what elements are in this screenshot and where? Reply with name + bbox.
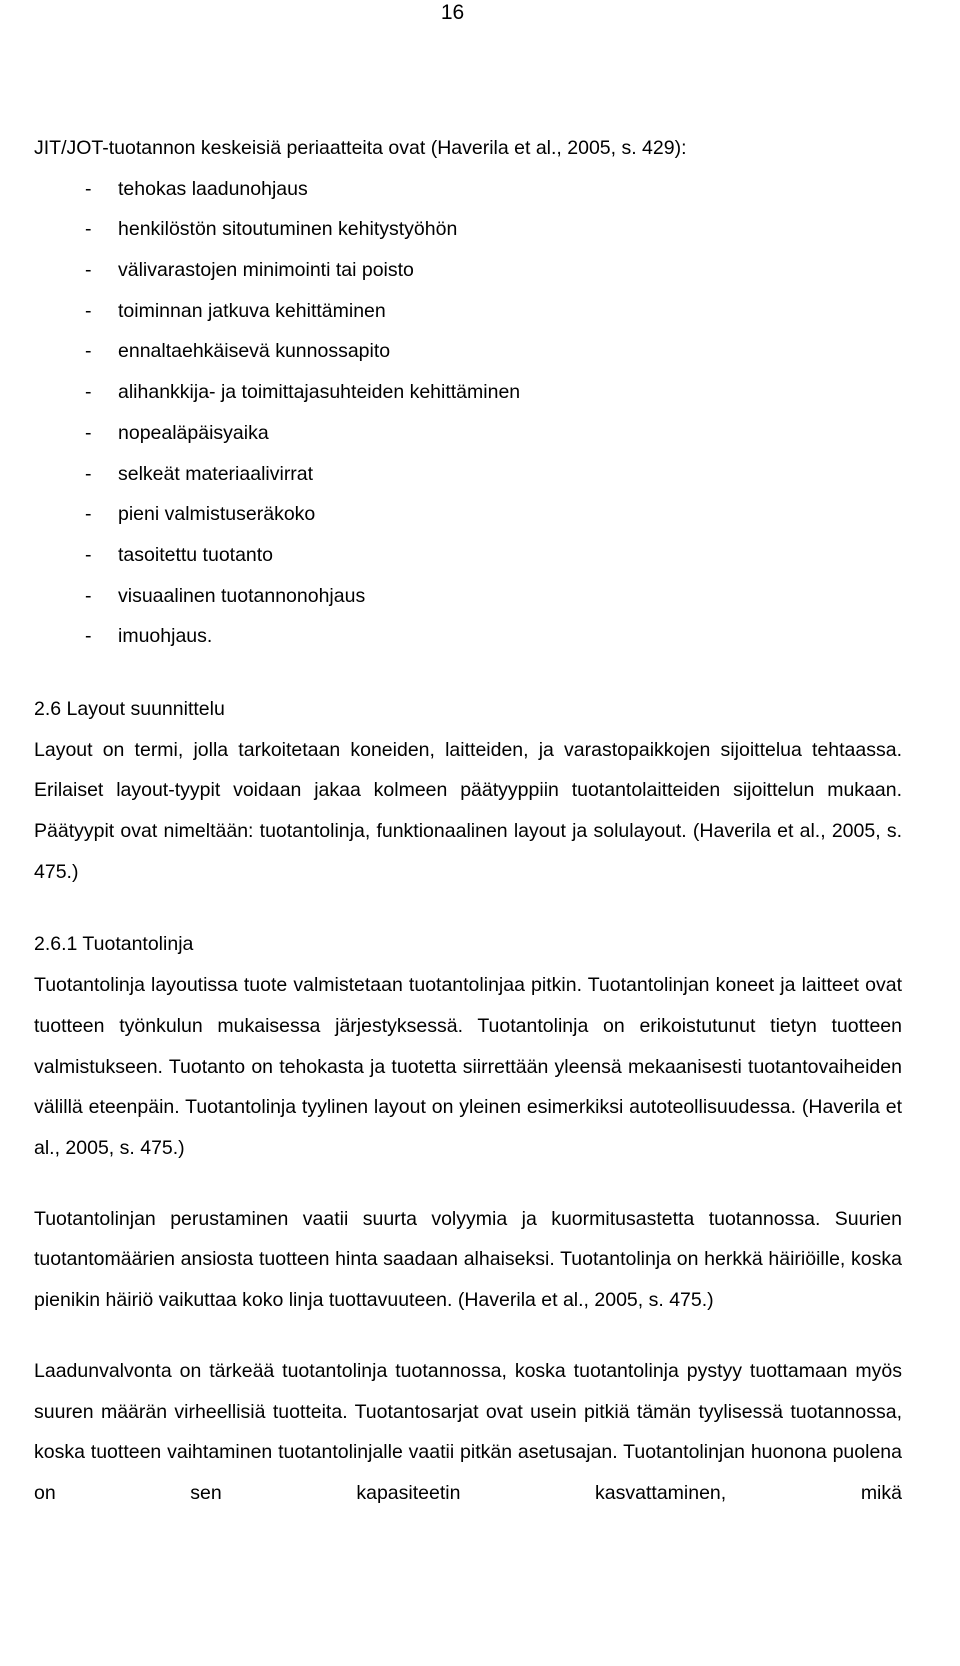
list-dash: - — [85, 503, 92, 526]
list-dash: - — [85, 421, 92, 444]
spacer — [34, 1321, 902, 1351]
list-dash: - — [85, 299, 92, 322]
list-item-text: tehokas laadunohjaus — [118, 177, 308, 200]
list-item — [34, 209, 902, 250]
list-item-text: henkilöstön sitoutuminen kehitystyöhön — [118, 218, 458, 241]
list-item — [34, 250, 902, 291]
section-heading-2-6: 2.6 Layout suunnittelu — [34, 697, 225, 720]
section-2-6-paragraph: Layout on termi, jolla tarkoitetaan koneiden, laitteiden, ja varastopaikkojen sijoittelua tehtaassa. Erilaiset layout-tyypit voidaan jakaa kolmeen päätyyppiin tuotantolaitteiden sijoittelun mukaan. Päätyypit ovat nimeltään: tuotantolinja, funktionaalinen layout ja solulayout. (Haverila et al., 2005, s. 475.) — [34, 738, 902, 883]
list-item-text: imuohjaus. — [118, 625, 213, 648]
list-item — [34, 413, 902, 454]
section-heading-2-6-1: 2.6.1 Tuotantolinja — [34, 933, 194, 956]
list-dash: - — [85, 218, 92, 241]
list-item-text: nopealäpäisyaika — [118, 421, 269, 444]
list-item — [34, 535, 902, 576]
list-dash: - — [85, 543, 92, 566]
list-item — [34, 576, 902, 617]
list-item-text: välivarastojen minimointi tai poisto — [118, 259, 414, 282]
list-item-text: alihankkija- ja toimittajasuhteiden kehittäminen — [118, 381, 521, 404]
list-dash: - — [85, 177, 92, 200]
list-item — [34, 494, 902, 535]
document-body — [34, 128, 902, 1514]
list-item — [34, 291, 902, 332]
list-item-text: pieni valmistuseräkoko — [118, 503, 316, 526]
list-item-text: ennaltaehkäisevä kunnossapito — [118, 340, 391, 363]
list-dash: - — [85, 625, 92, 648]
list-dash: - — [85, 259, 92, 282]
principles-list — [34, 169, 902, 657]
list-dash: - — [85, 584, 92, 607]
spacer — [34, 1169, 902, 1199]
list-item-text: visuaalinen tuotannonohjaus — [118, 584, 366, 607]
list-item — [34, 372, 902, 413]
spacer — [34, 892, 902, 924]
list-item — [34, 616, 902, 657]
section-2-6-1-paragraph-2: Tuotantolinjan perustaminen vaatii suurta volyymia ja kuormitusastetta tuotannossa. Suurien tuotantomäärien ansiosta tuotteen hinta saadaan alhaiseksi. Tuotantolinja on herkkä häiriöille, koska pienikin häiriö vaikuttaa koko linja tuottavuuteen. (Haverila et al., 2005, s. 475.) — [34, 1207, 902, 1312]
list-dash: - — [85, 381, 92, 404]
list-item-text: selkeät materiaalivirrat — [118, 462, 314, 485]
intro-sentence: JIT/JOT-tuotannon keskeisiä periaatteita ovat (Haverila et al., 2005, s. 429): — [34, 137, 687, 159]
section-2-6-1-paragraph-1: Tuotantolinja layoutissa tuote valmistetaan tuotantolinjaa pitkin. Tuotantolinjan koneet ja laitteet ovat tuotteen työnkulun mukaisessa järjestyksessä. Tuotantolinja on erikoistutunut tietyn tuotteen valmistukseen. Tuotanto on tehokasta ja tuotetta siirrettään yleensä mekaanisesti tuotantovaiheiden välillä eteenpäin. Tuotantolinja tyylinen layout on yleinen esimerkiksi autoteollisuudessa. (Haverila et al., 2005, s. 475.) — [34, 974, 902, 1159]
list-item — [34, 454, 902, 495]
list-dash: - — [85, 462, 92, 485]
list-item — [34, 331, 902, 372]
page-number: 16 — [440, 1, 465, 24]
spacer — [34, 657, 902, 689]
list-item-text: toiminnan jatkuva kehittäminen — [118, 299, 386, 322]
list-item-text: tasoitettu tuotanto — [118, 543, 274, 566]
section-2-6-1-paragraph-3: Laadunvalvonta on tärkeää tuotantolinja tuotannossa, koska tuotantolinja pystyy tuottamaan myös suuren määrän virheellisiä tuotteita. Tuotantosarjat ovat usein pitkiä tämän tyylisessä tuotannossa, koska tuotteen vaihtaminen tuotantolinjalle vaatii pitkän asetusajan. Tuotantolinjan huonona puolena on sen kapasiteetin kasvattaminen, mikä — [34, 1359, 902, 1504]
list-dash: - — [85, 340, 92, 363]
list-item — [34, 169, 902, 210]
